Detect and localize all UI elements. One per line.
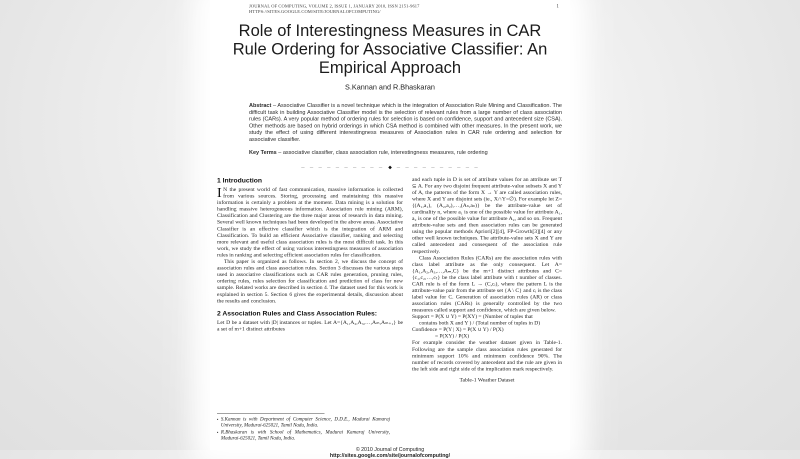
page-number: 1: [556, 4, 559, 9]
footer-url: http://sites.google.com/site/journalofcomputing/: [329, 452, 451, 459]
paper-page: [210, 0, 570, 459]
section1-paragraph2: This paper is organized as follows. In section 2, we discuss the concept of association rules and class association rules. Section 3 discusses the various steps used in associative classifications such as CAR rules generation, pruning rules, ordering rules, rules selection for classification and prediction of class for new sample. Related works are described in section 4. The dataset used for this work is explained in section 5. Section 6 gives the experimental details, discussion about the results and conclusion.: [217, 258, 403, 304]
keyterms-text: – associative classifier, class association rule, interestingness measures, rule ordering: [276, 149, 488, 156]
section2-paragraph1: Let D be a dataset with |D| instances or tuples. Let A={A₁,A₂,A₃,…,Aₘ,Aₘ₊₁} be a set of m+1 distinct attributes: [217, 319, 403, 333]
right-paragraph1: and each tuple in D is set of attribute values for an attribute set T ⊆ A. For any two disjoint frequent attribute-value subsets X and Y of A, the patterns of the form X → Y are called association rules, where X and Y are disjoint sets (ie., X∩Y=∅). For example let Z={(A₁,a₁), (A₂,a₂),…,(Aₙ,aₙ)} be the attribute-value set of cardinality n, where a₁ is one of the possible value for attribute A₁, a₂ is one of the possible value for attribute A₂, and so on. Frequent attribute-value sets and then association rules can be generated using the popular methods Apriori[2][4], FP-Growth[3][4] or any other well known techniques. The attribute-value sets X and Y are called antecedent and consequent of the association rule respectively.: [412, 176, 562, 255]
section1-paragraph1-text: N the present world of fast communication, massive information is collected from various sources. Storing, processing and maintaining this massive information is certainly a problem at the moment. Data mining is a solution for handling massive heterogeneous information. Association rule mining (ARM), Classification and Clustering are the three major areas of research in data mining. Several well known techniques had been developed in the above areas. Associative Classifier is an effective classifier which is the integration of ARM and Classification. To build an efficient Associative classifier, ranking and selecting more relevant and useful class association rules is the most difficult task. In this work, we study the effect of using various interestingness measures of association rules in ranking and selecting efficient association rules for classification.: [217, 186, 403, 258]
table1-caption: Table-1 Weather Dataset: [459, 376, 515, 383]
diamond-icon: ◆: [388, 163, 392, 171]
section-separator: [216, 163, 564, 170]
right-paragraph2: Class Association Rules (CARs) are the association rules with class label attribute as the only consequent. Let A={A₁,A₂,A₃,…,Aₘ,C} be the m+1 distinct attributes and C={c₁,c₂,…,cₜ} be the class label attribute with t number of classes. CAR rule is of the form L → (C,cᵢ), where the pattern L is the attribute-value pair from the attribute set {A \ C} and cᵢ is the class label value for C. Generation of association rules (AR) or class association rules (CARs) is generally controlled by the two measures called support and confidence, which are given below.: [412, 254, 562, 314]
paper-content: [216, 0, 564, 459]
footnote-rule: [217, 413, 324, 414]
journal-header-line1: JOURNAL OF COMPUTING, VOLUME 2, ISSUE 1, JANUARY 2010, ISSN 2151-9617: [249, 3, 420, 9]
section2-heading: 2 Association Rules and Class Association Rules:: [217, 309, 378, 317]
dropcap-letter: I: [217, 185, 222, 201]
paper-authors: S.Kannan and R.Bhaskaran: [345, 83, 435, 92]
bullet-icon: ▪: [217, 416, 219, 422]
bullet-icon: ▪: [217, 429, 219, 435]
section1-paragraph1: [217, 187, 403, 259]
two-column-body: [217, 176, 562, 443]
right-paragraph3: For example consider the weather dataset given in Table-1. Following are the sample class association rules generated for minimum support 10% and minimum confidence 90%. The number of records covered by antecedent and the rule are given in the left side and right side of the implication mark respectively.: [412, 339, 562, 372]
right-column: [412, 176, 562, 443]
abstract-label: Abstract: [249, 102, 272, 109]
left-column: [217, 176, 403, 443]
abstract-text: – Associative Classifier is a novel technique which is the integration of Association Rule Mining and Classification. The difficult task in building Associative Classifier model is the selection of relevant rules from a large number of class association rules (CARs). A very popular method of ordering rules for selection is based on confidence, support and antecedent size (CSA). Other methods are based on hybrid orderings in which CSA method is combined with other measures. In the present work, we study the effect of using different interestingness measures of Association rules in CAR rule ordering and selection for associative classifier.: [249, 102, 562, 143]
abstract-paragraph: [249, 103, 562, 144]
journal-header: [249, 4, 563, 15]
support-formula-line2: contains both X and Y ) / (Total number of tuples in D): [419, 320, 541, 327]
footnote-text-1: S.Kannan is with Department of Computer Science, D.D.E., Madurai Kamaraj University, Madurai-625021, Tamil Nadu, India.: [220, 416, 390, 428]
confidence-formula-line1: Confidence = P(Y | X) = P(X ∪ Y) / P(X): [412, 326, 504, 333]
separator-dashes-right: – – – – – – – – – –: [396, 163, 479, 171]
separator-dashes-left: – – – – – – – – – –: [301, 163, 384, 171]
page-footer: [216, 446, 564, 459]
footer-copyright: © 2010 Journal of Computing: [355, 446, 425, 453]
author-footnotes: [217, 413, 390, 443]
paper-title: Role of Interestingness Measures in CAR Rule Ordering for Associative Classifier: An Empirical Approach: [232, 21, 548, 77]
keyterms-label: Key Terms: [249, 149, 277, 156]
footnote-item: [217, 416, 390, 428]
support-formula-line1: Support = P(X ∪ Y) = P(XY) = (Number of tuples that: [412, 313, 533, 320]
confidence-formula-line2: = P(XY) / P(X): [435, 333, 470, 340]
footnote-item: [217, 429, 390, 441]
footnote-text-2: R.Bhaskaran is with School of Mathematics, Madurai Kamaraj University, Madurai-625021, Tamil Nadu, India.: [220, 429, 390, 441]
section1-heading: 1 Introduction: [217, 176, 262, 184]
keyterms-paragraph: [249, 150, 562, 157]
journal-header-line2: HTTPS://SITES.GOOGLE.COM/SITE/JOURNALOFCOMPUTING/: [249, 8, 381, 14]
